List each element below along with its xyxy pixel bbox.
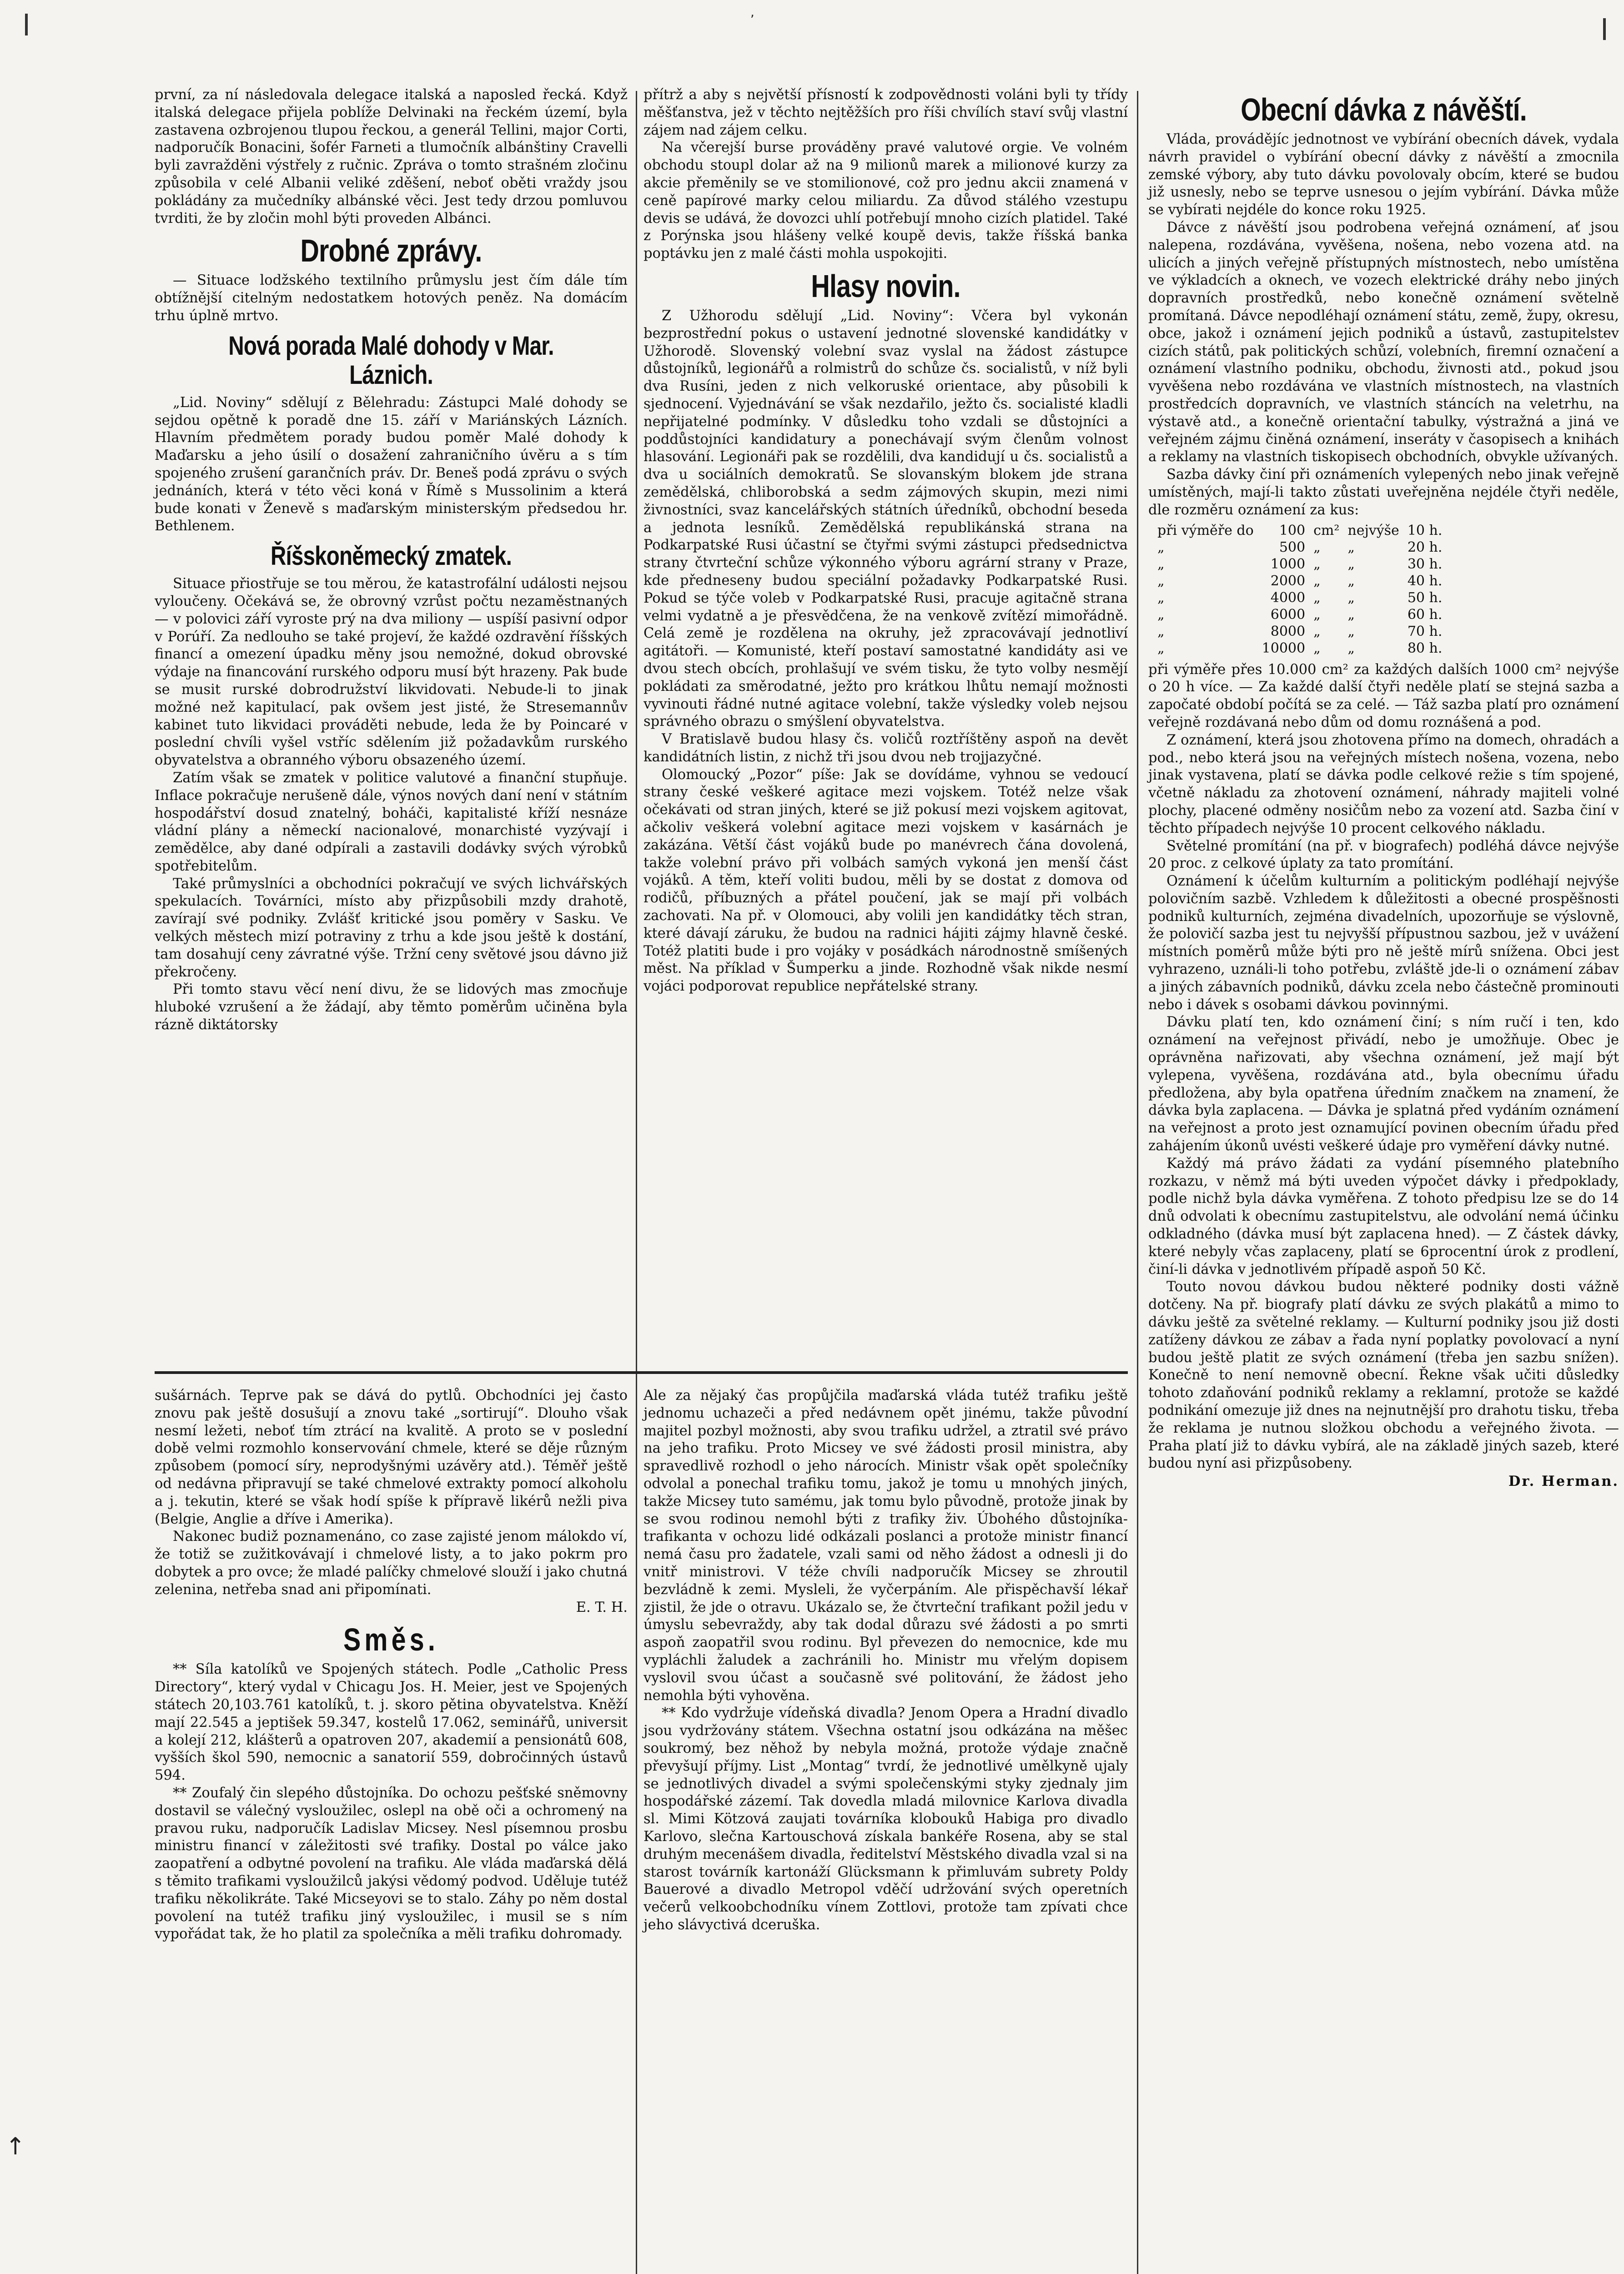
article-davka-6: Světelné promítání (na př. v biografech) podléhá dávce nejvýše 20 proc. z celkové úplaty za tato promítání. [1148, 838, 1619, 872]
article-hlasy-2: V Bratislavě budou hlasy čs. voličů roztříštěny aspoň na devět kandidátních listin, z nichž tři jsou dvou neb trojjazyčné. [644, 731, 1128, 765]
rate-cell: 30 h. [1407, 556, 1443, 572]
rate-row [1157, 606, 1450, 623]
rate-cell: „ [1313, 640, 1321, 656]
article-davka-5: Z oznámení, která jsou zhotovena přímo na domech, ohradách a pod., nebo která jsou na veřejných místech nošena, vozena, nebo jinak vystavena, platí se dávka podle celkové režie s tím spojené, včetně nákladu za zhotovení oznámení, náhrady majiteli volné plochy, placené odměny nosičům nebo za vození atd. Sazba činí v těchto případech nejvýše 10 procent celkového nákladu. [1148, 732, 1619, 836]
rate-row [1157, 623, 1450, 640]
rate-cell: „ [1347, 573, 1355, 589]
rate-cell: „ [1347, 589, 1355, 606]
article-davka-1: Vláda, provádějíc jednotnost ve vybírání obecních dávek, vydala návrh pravidel o vybírání obecní dávky z návěští a zmocnila zemské výbory, aby tuto dávku povolovaly obcím, které se budou již usnesly, nebo se teprve usnesou o jejím vybírání. Dávka může se vybírati nejdéle do konce roku 1925. [1148, 131, 1619, 218]
article-devisy-1: přítrž a aby s největší přísností k zodpovědnosti voláni byli ty třídy měšťanstva, jež v těchto nejtěžších pro říši chvílích staví svůj vlastní zájem nad zájem celku. [644, 87, 1128, 138]
rate-cell: „ [1347, 539, 1355, 555]
column-rule-1 [636, 91, 637, 2274]
article-nova-porada: „Lid. Noviny“ sdělují z Bělehradu: Zástupci Malé dohody se sejdou opětně k poradě dne 15. září v Mariánských Lázních. Hlavním předmětem porady budou poměr Malé dohody k Maďarsku a jeho úsilí o dosažení zahraničního úvěru a s tím spojeného zrušení garančních práv. Dr. Beneš podá zprávu o svých jednáních, která v této věci koná v Římě s Mussolinim a která bude konati v Ženevě s maďarským ministerským předsedou hr. Bethlenem. [155, 394, 628, 534]
article-zmatek-3: Také průmyslníci a obchodníci pokračují ve svých lichvářských spekulacích. Továrníci, místo aby přizpůsobili mzdy drahotě, zavírají své podniky. Zvlášť kritické jsou poměry v Sasku. Ve velkých městech mizí potraviny z trhu a kde jsou ještě k dostání, tam dosahují ceny závratné výše. Tržní ceny světové jsou dávno již překročeny. [155, 875, 628, 980]
rate-cell: „ [1347, 556, 1355, 572]
rate-cell: nejvýše [1347, 522, 1399, 538]
rate-cell: 1000 [1270, 556, 1306, 572]
author-signature: Dr. Herman. [1508, 1473, 1619, 1490]
article-davka-4: při výměře přes 10.000 cm² za každých dalších 1000 cm² nejvýše o 20 h více. — Za každé další čtyři neděle platí se stejná sazba a započaté období počítá se za celé. — Táž sazba platí pro oznámení veřejně rozdávaná nebo dům od domu roznášená a pod. [1148, 661, 1619, 730]
rate-row [1157, 573, 1450, 589]
rate-row [1157, 522, 1450, 539]
article-chmel-2: Nakonec budiž poznamenáno, co zase zajisté jenom málokdo ví, že totiž se zužitkovávají i chmelové listy, a to jako pokrm pro dobytek a pro ovce; že mladé palíčky chmelové slouží i jako chutná zelenina, netřeba snad ani připomínati. [155, 1529, 628, 1598]
rate-cell: 80 h. [1407, 640, 1443, 656]
rate-cell: „ [1313, 539, 1321, 555]
heading-smes: Směs. [343, 1622, 439, 1658]
lower-column-1 [155, 1387, 628, 1943]
rate-cell: při výměře do [1157, 522, 1254, 538]
article-davka-8: Dávku platí ten, kdo oznámení činí; s ním ručí i ten, kdo oznámení na veřejnost přivádí, nebo je umožňuje. Obec je oprávněna nařizovati, aby všechna oznámení, jež mají být vylepena, vyvěšena, rozdávána atd., byla obecnímu úřadu předložena, aby byla opatřena úředním značkem na znamení, že dávka byla zaplacena. — Dávka je splatná před vydáním oznámení na veřejnost a proto jest oznamující povinen obecním úřadu před zahájením úkonů uvésti veškeré údaje pro vyměření dávky nutné. [1148, 1014, 1619, 1154]
rate-cell: „ [1157, 539, 1165, 555]
rate-cell: „ [1347, 623, 1355, 639]
column-2 [644, 86, 1128, 996]
article-davka-9: Každý má právo žádati za vydání písemného platebního rozkazu, v němž má býti uveden výpočet dávky i předpoklady, podle nichž byla dávka vyměřena. Z tohoto předpisu lze se do 14 dnů odvolati k obecnímu zastupitelstvu, ale odvolání nemá účinku odkladného (dávka musí být zaplacena hned). — Z částek dávky, které nebyly včas zaplaceny, platí se 6procentní úrok z prodlení, činí-li dávka v jednotlivém případě aspoň 50 Kč. [1148, 1155, 1619, 1278]
heading-obecni-davka: Obecní dávka z návěští. [1241, 92, 1527, 127]
rate-cell: „ [1313, 573, 1321, 589]
rate-cell: 70 h. [1407, 623, 1443, 639]
rate-cell: „ [1347, 640, 1355, 656]
left-margin-arrow: ↑ [5, 2133, 25, 2160]
rate-cell: 10000 [1262, 640, 1306, 656]
rate-row [1157, 539, 1450, 556]
article-videnska-divadla: ** Kdo vydržuje vídeňská divadla? Jenom Opera a Hradní divadlo jsou vydržovány státem. Všechna ostatní jsou odkázána na měšec soukromý, bez něhož by nebyla možná, protože výdaje značně převyšují příjmy. List „Montag“ tvrdí, že jednotlivé umělkyně ujaly se jednotlivých divadel a svými společenskými styky zjednaly jim hospodářské zázemí. Tak dovedla mladá milovnice Karlova divadla sl. Mimi Kötzová zaujati továrníka klobouků Habiga pro divadlo Karlovo, slečna Kartouschová získala bankéře Rosena, aby se stal druhým mecenášem divadla, ředitelství Městského divadla vzal si na starost továrník kartonáží Glücksmann k přimluvám subrety Poldy Bauerové a divadlo Metropol vděčí udržování svých operetních večerů velkoobchodníku vínem Zottlovi, protože tam zpívati chce jeho slávyctivá dceruška. [644, 1705, 1128, 1933]
rate-cell: „ [1157, 589, 1165, 606]
rate-cell: cm² [1313, 522, 1340, 538]
column-1 [155, 86, 628, 1034]
rate-cell: 100 [1279, 522, 1306, 538]
rate-cell: 4000 [1270, 589, 1306, 606]
article-trafika-1: Ale za nějaký čas propůjčila maďarská vláda tutéž trafiku ještě jednomu uchazeči a před nedávnem opět jinému, takže původní majitel pozbyl možnosti, aby svou trafiku udržel, a ztratil své právo na jeho trafiku. Proto Micsey ve své žádosti prosil ministra, aby spravedlivě rozhodl o jeho nárocích. Ministr však opět společníky odvolal a ponechal trafiku tomu, jakož je tomu u mnohých jiných, takže Micsey tuto samému, jak tomu bylo původně, protože jinak by se svou rodinou nemohl býti z trafiky živ. Úbohého důstojníka-trafikanta v ochozu lidé odkázali poslanci a protože ministr financí nemá času pro žadatele, vzali sami od něho žádost a odnesli ji do vnitř ministrovi. V téže chvíli nadporučík Micsey se zhroutil bezvládně k zemi. Mysleli, že vyčerpáním. Ale přispěchavší lékař zjistil, že jde o otravu. Ukázalo se, že čtvrteční trafikant požil jedu v úmyslu sebevraždy, aby tak dodal důrazu své žádosti a po smrti aspoň zaopatřil svou rodinu. Byl převezen do nemocnice, kde mu vypláchli žaludek a zachránili ho. Ministr mu vřelým dopisem vyslovil svou účast a současně své politování, že žádost jeho nemohla býti vyhověna. [644, 1388, 1128, 1704]
heading-nova-porada: Nová porada Malé dohody v Mar. Láznich. [228, 331, 554, 390]
rate-row [1157, 589, 1450, 606]
rate-cell: 60 h. [1407, 606, 1443, 623]
heading-risskonemecky-zmatek: Říšskoněmecký zmatek. [270, 541, 512, 571]
page-marker-top-left [25, 14, 28, 35]
rate-cell: „ [1313, 623, 1321, 639]
rate-cell: „ [1157, 573, 1165, 589]
article-smes-dustojnik: ** Zoufalý čin slepého důstojníka. Do ochozu pešťské sněmovny dostavil se válečný vysloužilec, oslepl na obě oči a ochromený na pravou ruku, nadporučík Ladislav Micsey. Nesl písemnou prosbu ministru financí v záležitosti své trafiky. Dostal po válce jako zaopatření a odbytné povolení na trafiku. Ale vláda maďarská dělá s těmito trafikami vysloužilců jakýsi vědomý podvod. Uděluje tutéž trafiku několikráte. Také Micseyovi se to stalo. Záhy po něm dostal povolení na tutéž trafiku jiný vysloužilec, i musil se s ním vypořádat tak, že ho platil za společníka a měli trafiku dohromady. [155, 1785, 628, 1942]
rate-cell: „ [1313, 589, 1321, 606]
article-hlasy-1: Z Užhorodu sdělují „Lid. Noviny“: Včera byl vykonán bezprostřední pokus o ustavení jednotné slovenské kandidátky v Užhorodě. Slovenský volební svaz vyslal na žádost zástupce důstojníků, legionářů a rolmistrů do schůze čs. socialistů, v níž byli dva Rusíni, jeden z nich velkoruské orientace, aby působili k sjednocení. Vyjednávání se však nezdařilo, ježto čs. socialisté kladli nepřijatelné podmínky. V důsledku toho vzdali se důstojníci a poddůstojníci kandidatury a ponechávají svým členům volnost hlasování. Legionáři pak se rozdělili, dva kandidují u čs. socialistů a dva u sociálních demokratů. Se slovanským blokem jde strana zemědělská, chliborobská a sedm zájmových skupin, mezi nimi živnostníci, svaz kancelářských státních úředníků, obchodní beseda a jednota lesníků. Zemědělská republikánská strana na Podkarpatské Rusi účastní se čtyřmi svými zástupci předsednictva strany čtvrteční schůze výkonného výboru agrární strany v Praze, kde předneseny budou speciální požadavky Podkarpatské Rusi. Pokud se týče voleb v Podkarpatské Rusi, pracuje agitačně strana velmi vydatně a je přesvědčena, že na venkově zvítězí mimořádně. Celá země je rozdělena na okruhy, jež zpracovávají jednotliví agitátoři. — Komunisté, kteří postaví samostatné kandidáty asi ve dvou stech obcích, prohlašují ve svém tisku, že tyto volby nesmějí pokládati za směrodatné, ježto pro krátkou lhůtu nemají možnosti vyvinouti řádné nutné agitace volební, takže výsledky voleb nejsou správného obrazu o smýšlení obyvatelstva. [644, 307, 1128, 730]
lower-column-2 [644, 1387, 1128, 1934]
article-davka-3: Sazba dávky činí při oznámeních vylepených nebo jinak veřejně umístěných, mají-li takto zůstati uveřejněna nejdéle čtyři neděle, dle rozměru oznámení za kus: [1148, 467, 1619, 518]
rate-cell: 20 h. [1407, 539, 1443, 555]
rate-table [1157, 522, 1450, 657]
article-devisy-2: Na včerejší burse prováděny pravé valutové orgie. Ve volném obchodu stoupl dolar až na 9 milionů marek a milionové kurzy za akcie přeměnily se ve stomilionové, což pro jednu akcii znamená v ceně papírové marky celou miliardu. Za důvod stálého vzestupu devis se udává, že dovozci uhlí potřebují mnoho cizích platidel. Také z Porýnska jsou hlášeny velké koupě devis, takže říšská banka poptávku jen z malé části mohla uspokojiti. [644, 140, 1128, 262]
article-albania: první, za ní následovala delegace italská a naposled řecká. Když italská delegace přijela poblíže Delvinaki na řeckém území, byla zastavena ozbrojenou tlupou řeckou, a generál Tellini, major Corti, nadporučík Bonacini, šofér Farneti a tlumočník albánštiny Cravelli byli zavražděni výstřely z ručnic. Zpráva o tomto strašném zločinu způsobila v celé Albanii veliké zděšení, neboť oběti vraždy jsou pokládány za mučedníky albánské věci. Jest tedy drzou pomluvou tvrditi, že by zločin mohl býti proveden Albánci. [155, 87, 628, 226]
rate-cell: 40 h. [1407, 573, 1443, 589]
article-davka-7: Oznámení k účelům kulturním a politickým podléhají nejvýše polovičním sazbě. Vzhledem k důležitosti a obecné prospěšnosti podniků kulturních, zejména divadelních, upozorňuje se výslovně, že polovičí sazba jest tu nejvyšší přípustnou sazbou, jež v uvážení místních poměrů může býti pro ně ještě mírů snížena. Obci jest vyhrazeno, uználi-li toho potřebu, zvláště jde-li o oznámení zábav a jiných zábavních podniků, dávku zcela nebo částečně prominouti nebo i dávek s osobami dávkou povinnými. [1148, 873, 1619, 1013]
heading-hlasy-novin: Hlasy novin. [811, 268, 960, 304]
rate-cell: „ [1347, 606, 1355, 623]
article-drobne-zpravy: — Situace lodžského textilního průmyslu jest čím dále tím obtížnější citelným nedostatkem hotových peněz. Na domácím trhu úplně mrtvo. [155, 272, 628, 324]
horizontal-divider [155, 1371, 1128, 1374]
rate-row [1157, 556, 1450, 573]
page-marker-top-right [1603, 18, 1606, 40]
article-zmatek-2: Zatím však se zmatek v politice valutové a finanční stupňuje. Inflace pokračuje nerušeně dále, výnos nových daní není v státním hospodářství dosud znatelný, boháči, kapitalisté kříží nesnáze vládní plány a německí nacionalové, monarchisté vyzývají i zemědělce, aby dané odpírali a zastavili dodávky svých výrobků spotřebitelům. [155, 770, 628, 874]
article-hlasy-3: Olomoucký „Pozor“ píše: Jak se dovídáme, vyhnou se vedoucí strany české veškeré agitace mezi vojskem. Totéž nelze však očekávati od stran jiných, které se již pokusí mezi vojskem agitovat, ačkoliv veškerá volební agitace mezi vojskem v kasárnách je zakázána. Větší část vojáků bude po manévrech čána dovolená, takže volební právo při volbách samých vykoná jen menší část vojáků. A těm, kteří voliti budou, měli by se dostat z domova od rodičů, příbuzných a přátel poučení, jak se mají při volbách zachovati. Na př. v Olomouci, aby volili jen kandidátky těch stran, které dávají záruku, že budou na radnici hájiti zájmy hlavně české. Totéž platiti bude i pro vojáky v posádkách národnostně smíšených měst. Na příklad v Šumperku a jinde. Rozhodně však nikde nesmí vojáci podporovat republice nepřátelské strany. [644, 766, 1128, 995]
rate-cell: „ [1157, 640, 1165, 656]
column-rule-2 [1137, 91, 1138, 2274]
article-davka-2: Dávce z návěští jsou podrobena veřejná oznámení, ať jsou nalepena, rozdávána, vyvěšena, nošena, nebo vozena atd. na ulicích a jiných veřejně přístupných místnostech, nebo umístěna ve výkladcích a oknech, ve vozech elektrické dráhy nebo jiných dopravních prostředků, nebo konečně oznámení světelně promítaná. Dávce nepodléhají oznámení státu, země, župy, okresu, obce, jakož i oznámení jejich podniků a ústavů, zastupitelstev cizích států, pak politických schůzí, volebních, firemní označení a oznámení vlastního podniku, obchodu, živnosti atd., pokud jsou vyvěšena nebo rozdávána ve vlastních místnostech, na vlastních prostředcích dopravních, ve vlastních stáncích na veletrhu, na výstavě atd., a konečně orientační tabulky, výstražná a jiná ve veřejném zájmu činěná oznámení, inseráty v časopisech a knihách a reklamy na vlastních tiskopisech obchodních, obvykle užívaných. [1148, 219, 1619, 465]
article-chmel-1: sušárnách. Teprve pak se dává do pytlů. Obchodníci jej často znovu pak ještě dosušují a znovu také „sortirují“. Dlouho však nesmí ležeti, neboť tím ztrácí na kvalitě. A proto se v poslední době velmi rozmohlo konservování chmele, které se děje různým způsobem (pomocí síry, neprodyšnými uzávěry atd.). Téměř ještě od nedávna připravují se také chmelové extrakty pomocí alkoholu a j. tekutin, které se však hodí spíše k přípravě likérů nežli piva (Belgie, Anglie a dříve i Amerika). [155, 1388, 628, 1527]
rate-row [1157, 640, 1450, 657]
rate-cell: 500 [1279, 539, 1306, 555]
page-mark-top: , [750, 5, 754, 20]
heading-drobne-zpravy: Drobné zprávy. [300, 233, 482, 269]
rate-cell: 10 h. [1407, 522, 1443, 538]
rate-cell: „ [1157, 623, 1165, 639]
article-zmatek-1: Situace přiostřuje se tou měrou, že katastrofální události nejsou vyloučeny. Očekává se, že obrovný vzrůst počtu nezaměstnaných — v polovici září vyroste prý na dva miliony — uspíší pasivní odpor v Porúří. Za nedlouho se také projeví, že každé ozdravění říšských financí a omezení úpadku měny jsou nemožné, dokud obrovské výdaje na financování rurského odporu musí být hrazeny. Pak bude se musit rurské dobrodružství likvidovati. Nebude-li to jinak možné než kapitulací, pak ovšem jest jisté, že Stresemannův kabinet tuto likvidaci prováděti nebude, leda že by Poincaré v poslední chvíli vyšel vstříc sdělením již požadavkům rurského obyvatelstva a obranného výboru obsazeného území. [155, 576, 628, 769]
column-3 [1148, 86, 1619, 1490]
rate-cell: „ [1157, 606, 1165, 623]
article-chmel-signature: E. T. H. [576, 1599, 628, 1615]
article-smes-katolici: ** Síla katolíků ve Spojených státech. Podle „Catholic Press Directory“, který vydal v Chicagu Jos. H. Meier, jest ve Spojených státech 20,103.761 katolíků, t. j. skoro pětina obyvatelstva. Kněží mají 22.545 a jeptišek 59.347, kostelů 17.062, seminářů, universit a kolejí 212, klášterů a opatroven 207, akademií a pensionátů 608, vyšších škol 590, nemocnic a sanatorií 559, dobročinných ústavů 594. [155, 1661, 628, 1784]
rate-cell: „ [1313, 556, 1321, 572]
rate-cell: 6000 [1270, 606, 1306, 623]
rate-cell: „ [1157, 556, 1165, 572]
rate-cell: 2000 [1270, 573, 1306, 589]
article-davka-10: Touto novou dávkou budou některé podniky dosti vážně dotčeny. Na př. biografy platí dávku ze svých plakátů a mimo to dávku ještě za světelné reklamy. — Kulturní podniky jsou již dosti zatíženy dávkou ze zábav a řada nyní poplatky povolovací a nyní budou ještě platit ze svých oznámení (třeba jen sazbu snížen). Konečně to není nemovně obecní. Řekne však učiti důsledky tohoto zdaňování podniků reklamy a reklamní, protože se každé podnikání omezuje již dnes na nejnutnější pro drahotu tisku, třeba že reklama je nutnou složkou obchodu a veřejného života. — Praha platí již to dávku vybírá, ale na základě jiných sazeb, které budou nyní asi přizpůsobeny. [1148, 1279, 1619, 1472]
article-zmatek-4: Při tomto stavu věcí není divu, že se lidových mas zmocňuje hluboké vzrušení a že žádají, aby těmto poměrům učiněna byla rázně diktátorsky [155, 981, 628, 1033]
rate-cell: „ [1313, 606, 1321, 623]
rate-cell: 8000 [1270, 623, 1306, 639]
rate-cell: 50 h. [1407, 589, 1443, 606]
